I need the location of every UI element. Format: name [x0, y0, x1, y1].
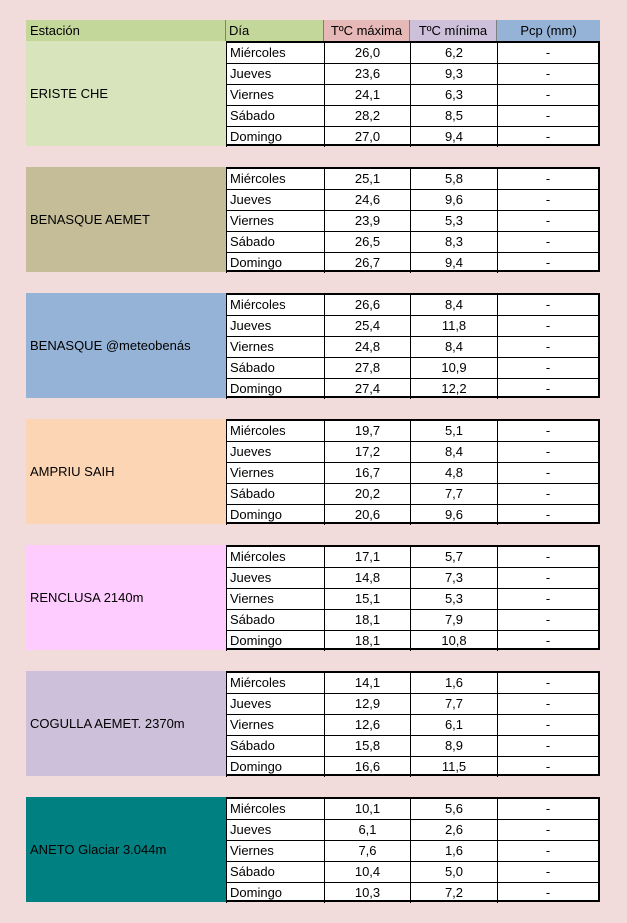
tmin-cell: 4,8: [410, 463, 497, 483]
day-cell: Jueves: [226, 442, 324, 462]
tmax-cell: 10,1: [324, 799, 410, 819]
pcp-cell: -: [497, 610, 598, 630]
tmax-cell: 25,4: [324, 316, 410, 336]
pcp-cell: -: [497, 547, 598, 567]
station-name: RENCLUSA 2140m: [26, 545, 226, 650]
tmin-cell: 10,8: [410, 631, 497, 651]
day-cell: Viernes: [226, 85, 324, 105]
tmin-cell: 6,3: [410, 85, 497, 105]
tmin-cell: 7,2: [410, 883, 497, 903]
tmin-cell: 1,6: [410, 841, 497, 861]
pcp-cell: -: [497, 589, 598, 609]
tmin-cell: 7,9: [410, 610, 497, 630]
tmax-cell: 26,7: [324, 253, 410, 273]
pcp-cell: -: [497, 43, 598, 63]
table-row: [226, 85, 598, 106]
table-row: [226, 316, 598, 337]
table-row: [226, 505, 598, 525]
tmin-cell: 9,3: [410, 64, 497, 84]
tmax-cell: 27,4: [324, 379, 410, 399]
station-rows: [226, 293, 600, 398]
table-row: [226, 463, 598, 484]
pcp-cell: -: [497, 883, 598, 903]
table-row: [226, 715, 598, 736]
tmin-cell: 5,7: [410, 547, 497, 567]
tmin-cell: 8,9: [410, 736, 497, 756]
day-cell: Viernes: [226, 211, 324, 231]
station-rows: [226, 671, 600, 776]
pcp-cell: -: [497, 190, 598, 210]
tmin-cell: 5,8: [410, 169, 497, 189]
pcp-cell: -: [497, 820, 598, 840]
day-cell: Viernes: [226, 337, 324, 357]
day-cell: Viernes: [226, 841, 324, 861]
pcp-cell: -: [497, 862, 598, 882]
day-cell: Sábado: [226, 106, 324, 126]
day-cell: Viernes: [226, 715, 324, 735]
tmin-cell: 9,6: [410, 190, 497, 210]
tmax-cell: 15,1: [324, 589, 410, 609]
pcp-cell: -: [497, 841, 598, 861]
pcp-cell: -: [497, 694, 598, 714]
day-cell: Jueves: [226, 820, 324, 840]
pcp-cell: -: [497, 673, 598, 693]
day-cell: Sábado: [226, 610, 324, 630]
station-name: ANETO Glaciar 3.044m: [26, 797, 226, 902]
table-row: [226, 211, 598, 232]
pcp-cell: -: [497, 799, 598, 819]
day-cell: Miércoles: [226, 43, 324, 63]
tmax-cell: 20,2: [324, 484, 410, 504]
table-row: [226, 358, 598, 379]
table-row: [226, 694, 598, 715]
pcp-cell: -: [497, 715, 598, 735]
table-row: [226, 337, 598, 358]
station-rows: [226, 419, 600, 524]
tmin-cell: 2,6: [410, 820, 497, 840]
day-cell: Viernes: [226, 589, 324, 609]
tmax-cell: 24,8: [324, 337, 410, 357]
table-row: [226, 862, 598, 883]
table-row: [226, 169, 598, 190]
tmin-cell: 8,5: [410, 106, 497, 126]
tmin-cell: 5,3: [410, 589, 497, 609]
tmax-cell: 24,6: [324, 190, 410, 210]
day-cell: Viernes: [226, 463, 324, 483]
station-name: COGULLA AEMET. 2370m: [26, 671, 226, 776]
station-block: [26, 167, 600, 272]
table-row: [226, 820, 598, 841]
tmax-cell: 19,7: [324, 421, 410, 441]
tmin-cell: 8,4: [410, 337, 497, 357]
table-row: [226, 547, 598, 568]
station-block: [26, 671, 600, 776]
table-row: [226, 64, 598, 85]
pcp-cell: -: [497, 736, 598, 756]
tmax-cell: 7,6: [324, 841, 410, 861]
day-cell: Jueves: [226, 316, 324, 336]
table-row: [226, 799, 598, 820]
pcp-cell: -: [497, 211, 598, 231]
station-rows: [226, 797, 600, 902]
day-cell: Miércoles: [226, 673, 324, 693]
tmin-cell: 9,4: [410, 253, 497, 273]
day-cell: Miércoles: [226, 799, 324, 819]
pcp-cell: -: [497, 232, 598, 252]
pcp-cell: -: [497, 568, 598, 588]
tmax-cell: 16,6: [324, 757, 410, 777]
tmax-cell: 17,1: [324, 547, 410, 567]
header-tmax: TºC máxima: [324, 20, 410, 41]
day-cell: Jueves: [226, 190, 324, 210]
day-cell: Domingo: [226, 253, 324, 273]
day-cell: Domingo: [226, 505, 324, 525]
day-cell: Sábado: [226, 358, 324, 378]
tmin-cell: 5,0: [410, 862, 497, 882]
table-row: [226, 127, 598, 147]
tmax-cell: 24,1: [324, 85, 410, 105]
day-cell: Sábado: [226, 232, 324, 252]
table-row: [226, 379, 598, 399]
tmax-cell: 17,2: [324, 442, 410, 462]
tmax-cell: 26,0: [324, 43, 410, 63]
tmin-cell: 6,2: [410, 43, 497, 63]
header-station: Estación: [26, 20, 226, 41]
tmax-cell: 18,1: [324, 631, 410, 651]
day-cell: Domingo: [226, 379, 324, 399]
tmax-cell: 15,8: [324, 736, 410, 756]
table-row: [226, 589, 598, 610]
tmax-cell: 27,0: [324, 127, 410, 147]
pcp-cell: -: [497, 631, 598, 651]
tmax-cell: 10,3: [324, 883, 410, 903]
tmin-cell: 12,2: [410, 379, 497, 399]
day-cell: Jueves: [226, 694, 324, 714]
day-cell: Miércoles: [226, 547, 324, 567]
station-name: AMPRIU SAIH: [26, 419, 226, 524]
table-row: [226, 631, 598, 651]
pcp-cell: -: [497, 358, 598, 378]
pcp-cell: -: [497, 421, 598, 441]
tmax-cell: 27,8: [324, 358, 410, 378]
tmax-cell: 23,9: [324, 211, 410, 231]
pcp-cell: -: [497, 484, 598, 504]
tmin-cell: 5,1: [410, 421, 497, 441]
tmin-cell: 11,5: [410, 757, 497, 777]
tmax-cell: 28,2: [324, 106, 410, 126]
table-row: [226, 232, 598, 253]
table-row: [226, 568, 598, 589]
day-cell: Domingo: [226, 127, 324, 147]
tmin-cell: 8,4: [410, 295, 497, 315]
table-row: [226, 610, 598, 631]
header-tmin: TºC mínima: [410, 20, 497, 41]
header-pcp: Pcp (mm): [497, 20, 600, 41]
day-cell: Sábado: [226, 862, 324, 882]
tmin-cell: 9,4: [410, 127, 497, 147]
pcp-cell: -: [497, 316, 598, 336]
pcp-cell: -: [497, 295, 598, 315]
table-row: [226, 673, 598, 694]
tmax-cell: 14,8: [324, 568, 410, 588]
tmin-cell: 8,4: [410, 442, 497, 462]
pcp-cell: -: [497, 379, 598, 399]
station-block: [26, 293, 600, 398]
table-row: [226, 442, 598, 463]
station-block: [26, 545, 600, 650]
tmin-cell: 7,3: [410, 568, 497, 588]
day-cell: Sábado: [226, 484, 324, 504]
pcp-cell: -: [497, 106, 598, 126]
day-cell: Sábado: [226, 736, 324, 756]
table-row: [226, 883, 598, 903]
tmax-cell: 25,1: [324, 169, 410, 189]
tmin-cell: 1,6: [410, 673, 497, 693]
pcp-cell: -: [497, 505, 598, 525]
station-block: [26, 797, 600, 902]
tmin-cell: 7,7: [410, 694, 497, 714]
table-row: [226, 43, 598, 64]
tmax-cell: 14,1: [324, 673, 410, 693]
tmax-cell: 16,7: [324, 463, 410, 483]
day-cell: Miércoles: [226, 421, 324, 441]
day-cell: Domingo: [226, 883, 324, 903]
table-row: [226, 421, 598, 442]
pcp-cell: -: [497, 337, 598, 357]
table-row: [226, 295, 598, 316]
tmax-cell: 26,5: [324, 232, 410, 252]
pcp-cell: -: [497, 442, 598, 462]
pcp-cell: -: [497, 85, 598, 105]
pcp-cell: -: [497, 169, 598, 189]
station-name: ERISTE CHE: [26, 41, 226, 146]
table-row: [226, 841, 598, 862]
day-cell: Miércoles: [226, 295, 324, 315]
station-name: BENASQUE AEMET: [26, 167, 226, 272]
station-block: [26, 419, 600, 524]
tmin-cell: 8,3: [410, 232, 497, 252]
header-day: Día: [226, 20, 324, 41]
tmin-cell: 6,1: [410, 715, 497, 735]
tmax-cell: 18,1: [324, 610, 410, 630]
pcp-cell: -: [497, 253, 598, 273]
day-cell: Miércoles: [226, 169, 324, 189]
station-rows: [226, 167, 600, 272]
day-cell: Domingo: [226, 631, 324, 651]
table-row: [226, 106, 598, 127]
station-rows: [226, 545, 600, 650]
day-cell: Jueves: [226, 568, 324, 588]
tmax-cell: 26,6: [324, 295, 410, 315]
tmin-cell: 5,3: [410, 211, 497, 231]
table-row: [226, 253, 598, 273]
tmin-cell: 9,6: [410, 505, 497, 525]
tmax-cell: 10,4: [324, 862, 410, 882]
day-cell: Jueves: [226, 64, 324, 84]
table-header: [26, 20, 600, 42]
pcp-cell: -: [497, 757, 598, 777]
tmin-cell: 5,6: [410, 799, 497, 819]
tmax-cell: 12,6: [324, 715, 410, 735]
station-block: [26, 41, 600, 146]
tmax-cell: 23,6: [324, 64, 410, 84]
table-row: [226, 736, 598, 757]
table-row: [226, 190, 598, 211]
pcp-cell: -: [497, 127, 598, 147]
table-row: [226, 757, 598, 777]
tmin-cell: 11,8: [410, 316, 497, 336]
tmax-cell: 6,1: [324, 820, 410, 840]
table-row: [226, 484, 598, 505]
pcp-cell: -: [497, 64, 598, 84]
tmax-cell: 20,6: [324, 505, 410, 525]
tmin-cell: 7,7: [410, 484, 497, 504]
station-rows: [226, 41, 600, 146]
station-name: BENASQUE @meteobenás: [26, 293, 226, 398]
tmax-cell: 12,9: [324, 694, 410, 714]
tmin-cell: 10,9: [410, 358, 497, 378]
day-cell: Domingo: [226, 757, 324, 777]
pcp-cell: -: [497, 463, 598, 483]
